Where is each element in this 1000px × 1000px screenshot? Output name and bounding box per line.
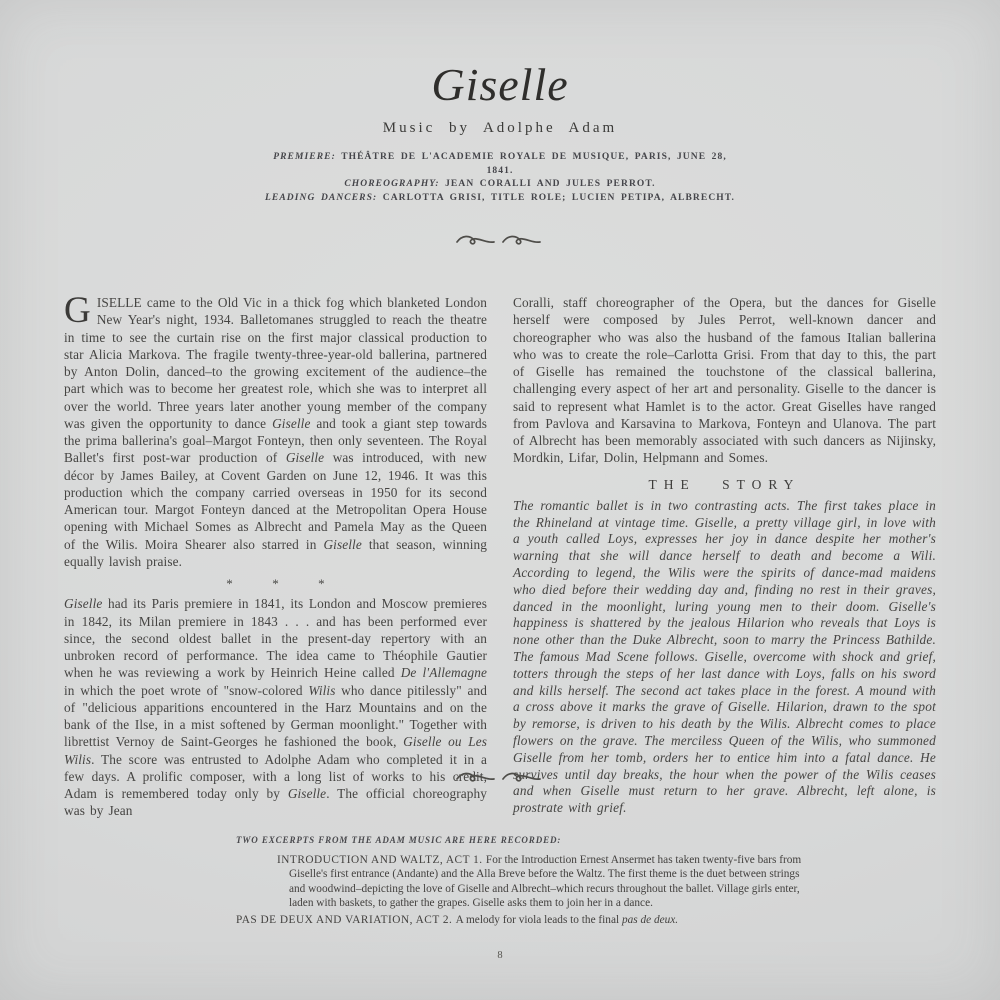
paragraph-premiere-history: Giselle had its Paris premiere in 1841, its London and Moscow premieres in 1842, its Milan premiere in 1843 . . . and has been performed ever since, the second oldest ballet in the present-day repertory with an unbroken record of performance. The idea came to Théophile Gautier when he was reviewing a work by Heinrich Heine called De l'Allemagne in which the poet wrote of "snow-colored Wilis who dance pitilessly" and of "delicious apparitions encountered in the Harz Mountains and on the bank of the Ilse, in a mist softened by German moonlight." Together with librettist Vernoy de Saint-Georges he fashioned the book, Giselle ou Les Wilis. The score was entrusted to Adolphe Adam who completed it in a few days. A prolific composer, with a long list of works to his credit, Adam is remembered today only by Giselle. The official choreography was by Jean: [64, 596, 488, 819]
page-number: 8: [497, 950, 503, 961]
drop-cap: G: [64, 290, 91, 331]
production-credits: [0, 151, 1000, 205]
recorded-excerpts-section: [236, 833, 814, 928]
flourish-ornament-top: [0, 231, 1000, 254]
excerpts-intro-line: TWO EXCERPTS FROM THE ADAM MUSIC ARE HERE RECORDED:: [236, 835, 562, 845]
asterisk-separator: * * *: [226, 576, 325, 591]
scroll-flourish-icon: [454, 231, 546, 249]
credit-line-choreography: CHOREOGRAPHY: JEAN CORALLI AND JULES PERROT.: [344, 179, 656, 189]
composer-line: Music by Adolphe Adam: [382, 120, 618, 136]
excerpt-introduction-and-waltz: INTRODUCTION AND WALTZ, ACT 1. For the Introduction Ernest Ansermet has taken twenty-five bars from Giselle's first entrance (Andante) and the Alla Breve before the Waltz. The first theme is the duet between strings and woodwind–depicting the love of Giselle and Albrecht–which recurs throughout the ballet. Village girls enter, laden with baskets, to gather the grapes. Giselle asks them to join her in a dance.: [277, 853, 802, 910]
excerpt-pas-de-deux: PAS DE DEUX AND VARIATION, ACT 2. A melody for viola leads to the final pas de deux.: [236, 913, 679, 926]
scroll-flourish-icon: [454, 768, 546, 786]
paragraph-old-vic: [64, 290, 488, 570]
credit-line-premiere: PREMIERE: THÉÂTRE DE L'ACADEMIE ROYALE DE MUSIQUE, PARIS, JUNE 28,: [273, 152, 727, 162]
credit-line-dancers: LEADING DANCERS: CARLOTTA GRISI, TITLE ROLE; LUCIEN PETIPA, ALBRECHT.: [265, 192, 735, 203]
body-columns: [64, 290, 936, 820]
story-heading: THE STORY: [648, 476, 801, 492]
paragraph-text: ISELLE came to the Old Vic in a thick fog which blanketed London New Year's night, 1934. Balletomanes struggled to reach the theatre in time to see the curtain rise on the first major classical production to star Alicia Markova. The fragile twenty-three-year-old ballerina, partnered by Anton Dolin, danced–to the growing excitement of the audience–the part which was to become her greatest role, which she was to interpret all over the world. Three years later another young member of the company was given the opportunity to dance Giselle and took a giant step towards the prima ballerina's goal–Margot Fonteyn, then only seventeen. The Royal Ballet's first post-war production of Giselle was introduced, with new décor by James Bailey, at Covent Garden on June 12, 1946. It was this production which the company carried overseas in 1950 for its second American tour. Margot Fonteyn danced at the Metropolitan Opera House opening with Michael Somes as Albrecht and Pamela May as the Queen of the Wilis. Moira Shearer also starred in Giselle that season, winning equally lavish praise.: [64, 295, 488, 569]
credit-line-year: 1841.: [486, 165, 514, 176]
paragraph-coralli: Coralli, staff choreographer of the Opera, but the dances for Giselle herself were composed by Jules Perrot, well-known dancer and choreographer who was also the husband of the famous Italian ballerina who was to create the role–Carlotta Grisi. From that day to this, the part of Giselle has remained the touchstone of the classical ballerina, challenging every aspect of her art and personality. Giselle to the dancer is said to represent what Hamlet is to the actor. Great Giselles have ranged from Pavlova and Karsavina to Markova, Fonteyn and Ulanova. The part of Albrecht has been memorably associated with such dancers as Nijinsky, Mordkin, Lifar, Dolin, Helpmann and Somes.: [513, 295, 936, 466]
story-paragraph: The romantic ballet is in two contrasting acts. The first takes place in the Rhineland at vintage time. Giselle, a pretty village girl, in love with a youth called Loys, expresses her joy in dance despite her mother's warning that she will dance herself to death and become a Wili. According to legend, the Wilis were the spirits of dance-mad maidens who died before their wedding day and, finding no rest in their graves, danced in the moonlight, luring young men to their doom. Giselle's happiness is shattered by the jealous Hilarion who reveals that Loys is none other than the Duke Albrecht, soon to marry the Princess Bathilde. The famous Mad Scene follows. Giselle, overcome with shock and grief, totters through the steps of her last dance with Loys, falls on his sword and kills herself. The second act takes place in the forest. A mound with a cross above it marks the grave of Giselle. Hilarion, drawn to the spot by remorse, is driven to his death by the Wilis. Albrecht comes to place flowers on the grave. The merciless Queen of the Wilis, who summoned Giselle from her tomb, orders her to entice him into a fatal dance. He survives until day breaks, the hour when the power of the Wilis ceases and when Giselle must return to her grave. Albrecht, left alone, is prostrate with grief.: [513, 497, 936, 816]
flourish-ornament-bottom: [0, 768, 1000, 791]
left-column: [64, 290, 488, 820]
right-column: [513, 294, 936, 820]
page-title: Giselle: [431, 59, 569, 110]
